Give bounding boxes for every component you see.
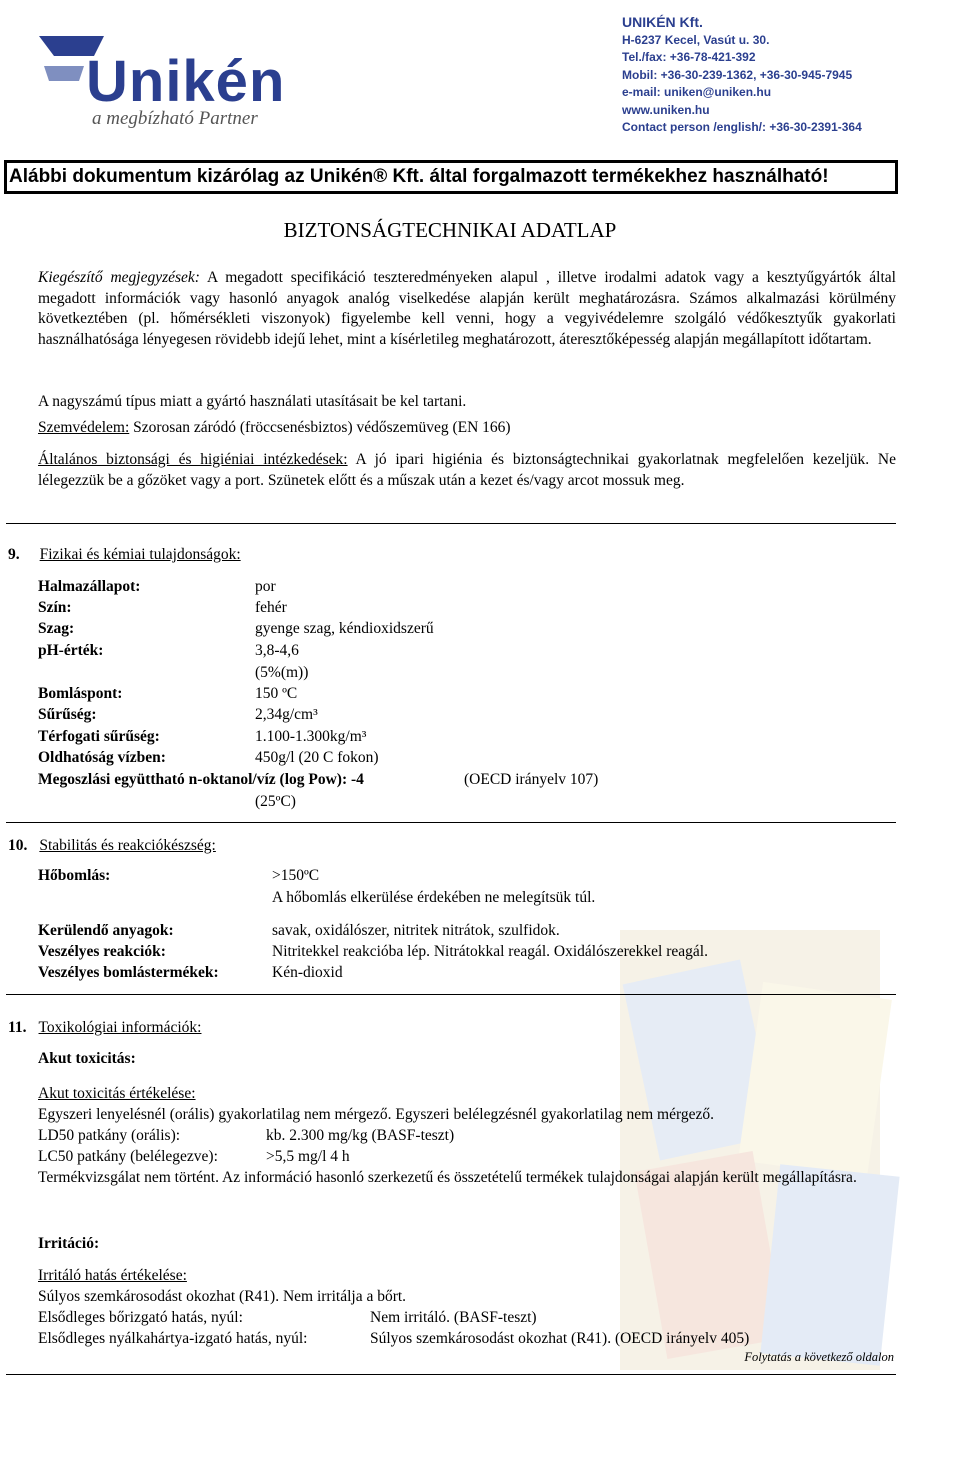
decomposition-value: >150ºC [272, 867, 320, 884]
acute-toxicity-eval: Akut toxicitás értékelése: [38, 1085, 196, 1102]
property-value: 450g/l (20 C fokon) [255, 749, 379, 766]
decomposition-label: Hőbomlás: [38, 867, 111, 884]
section9-heading [8, 545, 241, 566]
property-label: Térfogati sűrűség: [38, 728, 160, 745]
physical-properties [0, 578, 900, 778]
property-value: (5%(m)) [255, 664, 309, 681]
lc50-label: LC50 patkány (belélegezve): [38, 1148, 218, 1165]
company-logo [34, 20, 364, 140]
reactivity-label: Kerülendő anyagok: [38, 922, 174, 939]
property-label: Halmazállapot: [38, 578, 141, 595]
company-telfax: Tel./fax: +36-78-421-392 [622, 50, 756, 64]
property-label: Oldhatóság vízben: [38, 749, 166, 766]
acute-toxicity-heading: Akut toxicitás: [38, 1050, 136, 1067]
company-web: www.uniken.hu [622, 102, 710, 117]
reactivity-label: Veszélyes reakciók: [38, 943, 166, 960]
eye-protection [38, 418, 511, 439]
section10-number: 10. [8, 837, 28, 854]
section11-title: Toxikológiai információk: [38, 1019, 202, 1036]
document-title: BIZTONSÁGTECHNIKAI ADATLAP [283, 218, 617, 242]
section9-number: 9. [8, 546, 20, 563]
notes-text: A megadott specifikáció teszteredményeken alapul , illetve irodalmi adatok vagy a kesztyűgyártók által megadott információk vagy hasonló anyagok analóg viselkedése alapján került meghatározásra. Számos alkalmazási körülmény következtében (pl. hőmérsékleti viszonyok) figyelembe kell venni, hogy a vegyivédelemre szolgáló védőkesztyűk gyakorlati használhatósága lényegesen rövidebb idejű lehet, mint a kísérletileg meghatározott, áteresztőképesség alapján megállapított időtartam. [38, 269, 896, 348]
section11-number: 11. [8, 1019, 27, 1036]
section10-heading [8, 836, 216, 857]
divider [6, 523, 896, 524]
divider [6, 1374, 896, 1375]
property-value: por [255, 578, 276, 595]
reactivity-value: Nitritekkel reakcióba lép. Nitrátokkal reagál. Oxidálószerekkel reagál. [272, 943, 708, 960]
ld50-label: LD50 patkány (orális): [38, 1127, 181, 1144]
product-test-note: Termékvizsgálat nem történt. Az információ hasonló szerkezetű és összetételű termékek tulajdonságai alapján került megállapításra. [38, 1169, 857, 1186]
hygiene-paragraph [38, 450, 896, 491]
reactivity-value: Kén-dioxid [272, 964, 343, 981]
property-value: 150 ºC [255, 685, 298, 702]
eye-protection-text: Szorosan záródó (fröccsenésbiztos) védőszemüveg (EN 166) [129, 419, 511, 436]
skin-irritation-label: Elsődleges bőrizgató hatás, nyúl: [38, 1309, 243, 1326]
property-label: Bomláspont: [38, 685, 123, 702]
property-value: 3,8-4,6 [255, 642, 299, 659]
divider [6, 822, 896, 823]
property-value: gyenge szag, kéndioxidszerű [255, 620, 434, 637]
property-label: Sűrűség: [38, 706, 97, 723]
section11-heading [8, 1018, 201, 1039]
mucosa-irritation-value: Súlyos szemkárosodást okozhat (R41). (OECD irányelv 405) [370, 1330, 750, 1347]
irritation-eval: Irritáló hatás értékelése: [38, 1267, 187, 1284]
partition-coefficient-temp: (25ºC) [255, 793, 296, 810]
acute-toxicity-line: Egyszeri lenyelésnél (orális) gyakorlatilag nem mérgező. Egyszeri belélegzésnél gyakorlatilag nem mérgező. [38, 1106, 714, 1123]
company-mobile: Mobil: +36-30-239-1362, +36-30-945-7945 [622, 67, 853, 82]
reactivity-value: savak, oxidálószer, nitritek nitrátok, szulfidok. [272, 922, 560, 939]
irritation-heading: Irritáció: [38, 1235, 100, 1252]
property-value: 1.100-1.300kg/m³ [255, 728, 367, 745]
lc50-value: >5,5 mg/l 4 h [266, 1148, 350, 1165]
property-label: pH-érték: [38, 642, 104, 659]
notes-paragraph [38, 268, 896, 350]
property-value: 2,34g/cm³ [255, 706, 318, 723]
product-watermark [600, 930, 900, 1370]
company-name: UNIKÉN Kft. [622, 14, 703, 30]
contact-block [622, 14, 862, 137]
logo-text: Unikén [86, 49, 286, 114]
partition-coefficient-ref: (OECD irányelv 107) [464, 771, 599, 788]
mucosa-irritation-label: Elsődleges nyálkahártya-izgató hatás, nyúl: [38, 1330, 308, 1347]
eye-protection-label: Szemvédelem: [38, 419, 130, 436]
hygiene-text: A jó ipari higiénia és biztonságtechnikai gyakorlatnak megfelelően kezeljük. Ne lélegezzük be a gőzöket vagy a port. Szünetek előtt és a műszak után a kezet és/vagy arcot mossuk meg. [38, 451, 896, 489]
property-label: Szín: [38, 599, 72, 616]
ld50-value: kb. 2.300 mg/kg (BASF-teszt) [266, 1127, 455, 1144]
hygiene-label: Általános biztonsági és higiéniai intézkedések: [38, 451, 348, 468]
notes-label: Kiegészítő megjegyzések: [38, 269, 200, 286]
continued-note: Folytatás a következő oldalon [744, 1350, 894, 1364]
property-label: Szag: [38, 620, 75, 637]
decomposition-note: A hőbomlás elkerülése érdekében ne melegítsük túl. [272, 889, 596, 906]
divider [6, 994, 896, 995]
irritation-line: Súlyos szemkárosodást okozhat (R41). Nem irritálja a bőrt. [38, 1288, 407, 1305]
partition-coefficient-label: Megoszlási együttható n-oktanol/víz (log Pow): -4 [38, 771, 364, 788]
section10-title: Stabilitás és reakciókészség: [39, 837, 216, 854]
company-contact-person: Contact person /english/: +36-30-2391-364 [622, 120, 862, 134]
notes-line2: A nagyszámú típus miatt a gyártó használati utasításait be kel tartani. [38, 393, 467, 410]
skin-irritation-value: Nem irritáló. (BASF-teszt) [370, 1309, 537, 1326]
reactivity-label: Veszélyes bomlástermékek: [38, 964, 219, 981]
company-address: H-6237 Kecel, Vasút u. 30. [622, 32, 770, 47]
section9-title: Fizikai és kémiai tulajdonságok: [39, 546, 241, 563]
logo-tagline: a megbízható Partner [92, 108, 258, 129]
company-email: e-mail: uniken@uniken.hu [622, 85, 772, 99]
usage-banner: Alábbi dokumentum kizárólag az Unikén® Kft. által forgalmazott termékekhez használható! [4, 160, 898, 194]
property-value: fehér [255, 599, 287, 616]
